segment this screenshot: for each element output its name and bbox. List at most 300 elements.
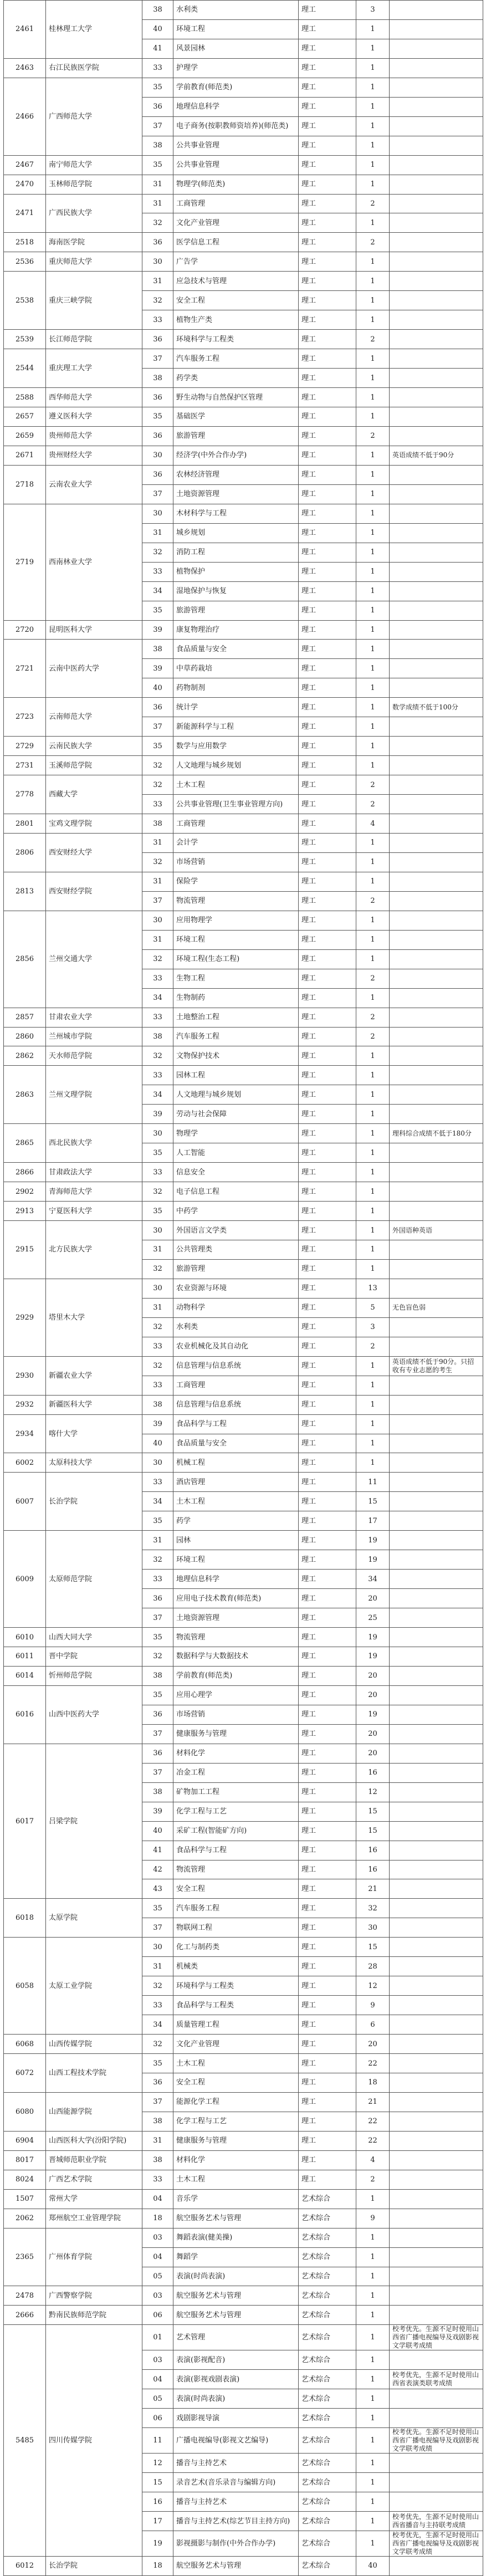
major-code-cell: 32 <box>142 756 173 775</box>
subject-category-cell: 理工 <box>299 1511 356 1531</box>
plan-count-cell: 2 <box>356 194 390 213</box>
plan-count-cell: 1 <box>356 446 390 465</box>
school-name-cell: 广州体育学院 <box>46 2228 142 2286</box>
major-code-cell: 37 <box>142 116 173 136</box>
subject-category-cell: 艺术综合 <box>299 2473 356 2492</box>
remarks-cell <box>390 1724 483 1744</box>
school-name-cell: 南宁师范大学 <box>46 155 142 175</box>
subject-category-cell: 理工 <box>299 1685 356 1705</box>
major-code-cell: 35 <box>142 1628 173 1647</box>
major-code-cell: 37 <box>142 1608 173 1628</box>
major-name-cell: 食品质量与安全 <box>173 640 299 659</box>
subject-category-cell: 艺术综合 <box>299 2189 356 2209</box>
plan-count-cell: 19 <box>356 1705 390 1724</box>
plan-count-cell: 1 <box>356 1356 390 1376</box>
school-code-cell: 2539 <box>4 330 46 349</box>
subject-category-cell: 理工 <box>299 1782 356 1802</box>
remarks-cell <box>390 1453 483 1473</box>
subject-category-cell: 理工 <box>299 1414 356 1434</box>
subject-category-cell: 艺术综合 <box>299 2557 356 2576</box>
school-name-cell: 太原学院 <box>46 1899 142 1938</box>
major-code-cell: 38 <box>142 1395 173 1414</box>
remarks-cell <box>390 1182 483 1202</box>
subject-category-cell: 艺术综合 <box>299 2454 356 2473</box>
major-code-cell: 31 <box>142 1298 173 1317</box>
subject-category-cell: 艺术综合 <box>299 2306 356 2325</box>
table-row <box>4 1046 483 1066</box>
subject-category-cell: 理工 <box>299 1066 356 1085</box>
subject-category-cell: 理工 <box>299 2150 356 2170</box>
school-name-cell: 云南师范大学 <box>46 698 142 737</box>
table-row <box>4 2209 483 2228</box>
school-code-cell: 2934 <box>4 1414 46 1453</box>
plan-count-cell: 1 <box>356 640 390 659</box>
remarks-cell <box>390 1860 483 1879</box>
major-name-cell: 市场营销 <box>173 852 299 872</box>
remarks-cell <box>390 2131 483 2150</box>
school-name-cell: 甘肃政法大学 <box>46 1163 142 1182</box>
subject-category-cell: 理工 <box>299 1918 356 1938</box>
school-name-cell: 云南农业大学 <box>46 465 142 504</box>
school-name-cell: 山西大同大学 <box>46 1628 142 1647</box>
plan-count-cell: 1 <box>356 737 390 756</box>
subject-category-cell: 理工 <box>299 1705 356 1724</box>
remarks-cell <box>390 1163 483 1182</box>
plan-count-cell: 1 <box>356 19 390 39</box>
major-name-cell: 土木工程 <box>173 2054 299 2073</box>
major-code-cell: 33 <box>142 1473 173 1492</box>
major-code-cell: 31 <box>142 1957 173 1976</box>
plan-count-cell: 1 <box>356 1414 390 1434</box>
subject-category-cell: 理工 <box>299 1008 356 1027</box>
remarks-cell <box>390 2247 483 2267</box>
major-code-cell: 37 <box>142 484 173 504</box>
subject-category-cell: 理工 <box>299 1957 356 1976</box>
table-row <box>4 2170 483 2189</box>
major-name-cell: 统计学 <box>173 698 299 717</box>
school-name-cell: 昆明医科大学 <box>46 620 142 640</box>
remarks-cell <box>390 872 483 891</box>
table-row <box>4 330 483 349</box>
major-code-cell: 43 <box>142 1879 173 1899</box>
major-name-cell: 外国语言文学类 <box>173 1221 299 1240</box>
school-code-cell: 2461 <box>4 1 46 59</box>
major-name-cell: 学前教育(师范类) <box>173 1666 299 1685</box>
subject-category-cell: 理工 <box>299 1182 356 1202</box>
remarks-cell <box>390 775 483 795</box>
subject-category-cell: 理工 <box>299 1 356 20</box>
major-name-cell: 植物生产类 <box>173 310 299 330</box>
school-code-cell: 2538 <box>4 272 46 330</box>
table-row <box>4 1182 483 1202</box>
major-code-cell: 33 <box>142 562 173 581</box>
major-name-cell: 土木工程 <box>173 775 299 795</box>
plan-count-cell: 25 <box>356 1608 390 1628</box>
plan-count-cell: 1 <box>356 930 390 949</box>
school-code-cell: 6068 <box>4 2035 46 2054</box>
school-name-cell: 广西警察学院 <box>46 2286 142 2306</box>
school-code-cell: 2929 <box>4 1279 46 1356</box>
subject-category-cell: 理工 <box>299 1821 356 1841</box>
remarks-cell <box>390 1376 483 1395</box>
major-name-cell: 土木工程 <box>173 2170 299 2189</box>
major-code-cell: 34 <box>142 2015 173 2035</box>
remarks-cell <box>390 1782 483 1802</box>
subject-category-cell: 理工 <box>299 2112 356 2131</box>
plan-count-cell: 1 <box>356 2389 390 2409</box>
remarks-cell <box>390 1105 483 1124</box>
school-name-cell: 广西艺术学院 <box>46 2170 142 2189</box>
school-code-cell: 2365 <box>4 2228 46 2286</box>
plan-count-cell: 20 <box>356 1744 390 1763</box>
major-code-cell: 35 <box>142 1143 173 1163</box>
school-name-cell: 山西医科大学(汾阳学院) <box>46 2131 142 2150</box>
school-code-cell: 2723 <box>4 698 46 737</box>
plan-count-cell: 1 <box>356 1143 390 1163</box>
major-code-cell: 39 <box>142 1105 173 1124</box>
remarks-cell <box>390 1317 483 1337</box>
major-code-cell: 40 <box>142 19 173 39</box>
subject-category-cell: 理工 <box>299 1724 356 1744</box>
subject-category-cell: 理工 <box>299 1027 356 1046</box>
school-code-cell: 8017 <box>4 2150 46 2170</box>
subject-category-cell: 理工 <box>299 969 356 988</box>
plan-count-cell: 1 <box>356 252 390 272</box>
remarks-cell: 英语成绩不低于90分 <box>390 446 483 465</box>
plan-count-cell: 15 <box>356 1821 390 1841</box>
table-row <box>4 1938 483 1957</box>
major-code-cell: 34 <box>142 1492 173 1511</box>
plan-count-cell: 1 <box>356 988 390 1008</box>
subject-category-cell: 理工 <box>299 891 356 911</box>
school-code-cell: 6058 <box>4 1938 46 2035</box>
subject-category-cell: 理工 <box>299 717 356 737</box>
major-code-cell: 33 <box>142 1996 173 2015</box>
school-code-cell: 2778 <box>4 775 46 814</box>
major-name-cell: 播音与主持艺术 <box>173 2454 299 2473</box>
school-name-cell: 新疆医科大学 <box>46 1395 142 1414</box>
major-name-cell: 基础医学 <box>173 407 299 427</box>
subject-category-cell: 理工 <box>299 465 356 484</box>
subject-category-cell: 理工 <box>299 1395 356 1414</box>
major-name-cell: 公共事业管理 <box>173 136 299 155</box>
major-name-cell: 公共管理类 <box>173 1240 299 1260</box>
major-code-cell: 18 <box>142 2209 173 2228</box>
plan-count-cell: 1 <box>356 949 390 969</box>
school-code-cell: 6017 <box>4 1744 46 1899</box>
subject-category-cell: 理工 <box>299 1550 356 1570</box>
school-code-cell: 6904 <box>4 2131 46 2150</box>
major-name-cell: 食品质量与安全 <box>173 1434 299 1453</box>
major-code-cell: 37 <box>142 1918 173 1938</box>
plan-count-cell: 1 <box>356 1240 390 1260</box>
major-name-cell: 航空服务艺术与管理 <box>173 2286 299 2306</box>
remarks-cell <box>390 2557 483 2576</box>
subject-category-cell: 理工 <box>299 1531 356 1550</box>
remarks-cell <box>390 2228 483 2247</box>
plan-count-cell: 1 <box>356 272 390 291</box>
subject-category-cell: 理工 <box>299 388 356 407</box>
school-code-cell: 1507 <box>4 2189 46 2209</box>
major-code-cell: 38 <box>142 1666 173 1685</box>
major-code-cell: 35 <box>142 1685 173 1705</box>
major-name-cell: 播音与主持艺术(综艺节目主持方向) <box>173 2512 299 2531</box>
remarks-cell: 校考优先，生源不足时使用山西省播音与主持联考成绩 <box>390 2512 483 2531</box>
remarks-cell <box>390 39 483 58</box>
remarks-cell <box>390 116 483 136</box>
table-row <box>4 446 483 465</box>
school-code-cell: 2659 <box>4 426 46 446</box>
major-code-cell: 30 <box>142 1938 173 1957</box>
major-code-cell: 15 <box>142 2473 173 2492</box>
major-name-cell: 数学与应用数学 <box>173 737 299 756</box>
school-code-cell: 6007 <box>4 1473 46 1531</box>
remarks-cell <box>390 233 483 252</box>
remarks-cell <box>390 1279 483 1298</box>
plan-count-cell: 2 <box>356 1027 390 1046</box>
subject-category-cell: 理工 <box>299 911 356 930</box>
plan-count-cell: 1 <box>356 369 390 388</box>
major-code-cell: 31 <box>142 833 173 852</box>
major-code-cell: 33 <box>142 1337 173 1356</box>
school-name-cell: 兰州交通大学 <box>46 911 142 1008</box>
plan-count-cell: 19 <box>356 1647 390 1667</box>
school-code-cell: 2902 <box>4 1182 46 1202</box>
major-name-cell: 汽车服务工程 <box>173 1899 299 1918</box>
plan-count-cell: 21 <box>356 1879 390 1899</box>
major-code-cell: 33 <box>142 1570 173 1589</box>
subject-category-cell: 理工 <box>299 2170 356 2189</box>
remarks-cell <box>390 1395 483 1414</box>
table-row <box>4 1473 483 1492</box>
school-name-cell: 吕梁学院 <box>46 1744 142 1899</box>
subject-category-cell: 理工 <box>299 2131 356 2150</box>
major-code-cell: 34 <box>142 581 173 601</box>
remarks-cell <box>390 1 483 20</box>
plan-count-cell: 34 <box>356 1570 390 1589</box>
major-code-cell: 38 <box>142 1027 173 1046</box>
table-row <box>4 872 483 891</box>
major-name-cell: 物流管理 <box>173 891 299 911</box>
major-name-cell: 人工智能 <box>173 1143 299 1163</box>
remarks-cell <box>390 2306 483 2325</box>
school-code-cell: 2731 <box>4 756 46 775</box>
remarks-cell <box>390 1608 483 1628</box>
subject-category-cell: 理工 <box>299 1337 356 1356</box>
major-name-cell: 戏剧影视导演 <box>173 2409 299 2428</box>
remarks-cell <box>390 19 483 39</box>
major-code-cell: 31 <box>142 523 173 543</box>
major-code-cell: 36 <box>142 426 173 446</box>
major-code-cell: 39 <box>142 1802 173 1821</box>
remarks-cell <box>390 252 483 272</box>
school-code-cell: 8024 <box>4 2170 46 2189</box>
major-name-cell: 农业机械化及其自动化 <box>173 1337 299 1356</box>
major-name-cell: 环境科学与工程类 <box>173 330 299 349</box>
plan-count-cell: 1 <box>356 1105 390 1124</box>
subject-category-cell: 理工 <box>299 484 356 504</box>
major-code-cell: 39 <box>142 620 173 640</box>
plan-count-cell: 2 <box>356 426 390 446</box>
table-row <box>4 775 483 795</box>
remarks-cell <box>390 1240 483 1260</box>
major-name-cell: 机械类 <box>173 1957 299 1976</box>
table-row <box>4 233 483 252</box>
remarks-cell <box>390 1918 483 1938</box>
school-name-cell: 黔南民族师范学院 <box>46 2306 142 2325</box>
major-code-cell: 30 <box>142 504 173 523</box>
plan-count-cell: 1 <box>356 620 390 640</box>
major-code-cell: 03 <box>142 2228 173 2247</box>
major-name-cell: 食品科学与工程 <box>173 1841 299 1860</box>
school-code-cell: 5485 <box>4 2325 46 2557</box>
table-row <box>4 1647 483 1667</box>
major-code-cell: 05 <box>142 2267 173 2286</box>
remarks-cell <box>390 911 483 930</box>
subject-category-cell: 理工 <box>299 407 356 427</box>
major-name-cell: 地理信息科学 <box>173 1570 299 1589</box>
remarks-cell <box>390 795 483 814</box>
major-name-cell: 风景园林 <box>173 39 299 58</box>
major-name-cell: 园林工程 <box>173 1066 299 1085</box>
subject-category-cell: 理工 <box>299 949 356 969</box>
remarks-cell <box>390 1763 483 1782</box>
major-code-cell: 38 <box>142 814 173 834</box>
major-name-cell: 舞蹈表演(健美操) <box>173 2228 299 2247</box>
major-name-cell: 环境工程 <box>173 930 299 949</box>
remarks-cell: 英语成绩不低于90分。只招收有专业志愿的考生 <box>390 1356 483 1376</box>
remarks-cell: 校考优先，生源不足时使用山西省表演类联考成绩 <box>390 2370 483 2389</box>
plan-count-cell: 20 <box>356 1724 390 1744</box>
subject-category-cell: 理工 <box>299 213 356 233</box>
remarks-cell <box>390 737 483 756</box>
major-code-cell: 35 <box>142 407 173 427</box>
subject-category-cell: 理工 <box>299 930 356 949</box>
major-name-cell: 应用心理学 <box>173 1685 299 1705</box>
remarks-cell <box>390 523 483 543</box>
plan-count-cell: 22 <box>356 2131 390 2150</box>
major-name-cell: 环境工程 <box>173 1550 299 1570</box>
table-row <box>4 504 483 523</box>
plan-count-cell: 1 <box>356 756 390 775</box>
major-code-cell: 33 <box>142 795 173 814</box>
table-row <box>4 155 483 175</box>
major-name-cell: 能源化学工程 <box>173 2092 299 2112</box>
table-row <box>4 1279 483 1298</box>
major-name-cell: 劳动与社会保障 <box>173 1105 299 1124</box>
subject-category-cell: 艺术综合 <box>299 2350 356 2370</box>
plan-count-cell: 22 <box>356 2112 390 2131</box>
major-name-cell: 工商管理 <box>173 814 299 834</box>
major-name-cell: 旅游管理 <box>173 601 299 620</box>
major-code-cell: 38 <box>142 1 173 20</box>
subject-category-cell: 艺术综合 <box>299 2325 356 2350</box>
table-row <box>4 388 483 407</box>
major-name-cell: 电子商务(按职教师资培养)(师范类) <box>173 116 299 136</box>
subject-category-cell: 理工 <box>299 1298 356 1317</box>
plan-count-cell: 1 <box>356 2228 390 2247</box>
remarks-cell <box>390 2170 483 2189</box>
remarks-cell: 无色盲色弱 <box>390 1298 483 1317</box>
subject-category-cell: 理工 <box>299 1356 356 1376</box>
plan-count-cell: 16 <box>356 1841 390 1860</box>
major-code-cell: 37 <box>142 717 173 737</box>
major-code-cell: 38 <box>142 369 173 388</box>
table-row <box>4 1008 483 1027</box>
major-code-cell: 30 <box>142 1453 173 1473</box>
school-code-cell: 2813 <box>4 872 46 911</box>
subject-category-cell: 艺术综合 <box>299 2492 356 2512</box>
major-code-cell: 31 <box>142 175 173 194</box>
school-name-cell: 山西能源学院 <box>46 2092 142 2131</box>
table-row <box>4 1027 483 1046</box>
major-code-cell: 37 <box>142 349 173 369</box>
plan-count-cell: 1 <box>356 349 390 369</box>
school-name-cell: 四川传媒学院 <box>46 2325 142 2557</box>
school-name-cell: 桂林理工大学 <box>46 1 142 59</box>
school-code-cell: 2863 <box>4 1066 46 1124</box>
remarks-cell <box>390 2035 483 2054</box>
table-row <box>4 407 483 427</box>
major-code-cell: 33 <box>142 1376 173 1395</box>
table-row <box>4 1066 483 1085</box>
table-row <box>4 252 483 272</box>
subject-category-cell: 理工 <box>299 136 356 155</box>
major-code-cell: 32 <box>142 213 173 233</box>
school-name-cell: 重庆三峡学院 <box>46 272 142 330</box>
remarks-cell <box>390 2267 483 2286</box>
major-name-cell: 健康服务与管理 <box>173 1724 299 1744</box>
plan-count-cell: 1 <box>356 2286 390 2306</box>
subject-category-cell: 理工 <box>299 1802 356 1821</box>
major-name-cell: 公共事业管理 <box>173 155 299 175</box>
remarks-cell <box>390 2209 483 2228</box>
remarks-cell <box>390 213 483 233</box>
remarks-cell <box>390 310 483 330</box>
major-name-cell: 物流管理 <box>173 1628 299 1647</box>
major-code-cell: 32 <box>142 1356 173 1376</box>
remarks-cell <box>390 1666 483 1685</box>
subject-category-cell: 理工 <box>299 1996 356 2015</box>
subject-category-cell: 艺术综合 <box>299 2389 356 2409</box>
major-name-cell: 会计学 <box>173 833 299 852</box>
school-name-cell: 天水师范学院 <box>46 1046 142 1066</box>
plan-count-cell: 1 <box>356 833 390 852</box>
remarks-cell <box>390 756 483 775</box>
school-code-cell: 2806 <box>4 833 46 872</box>
plan-count-cell: 19 <box>356 1628 390 1647</box>
subject-category-cell: 理工 <box>299 2054 356 2073</box>
remarks-cell <box>390 1570 483 1589</box>
subject-category-cell: 理工 <box>299 155 356 175</box>
remarks-cell <box>390 2092 483 2112</box>
major-name-cell: 新能源科学与工程 <box>173 717 299 737</box>
plan-count-cell: 6 <box>356 2015 390 2035</box>
plan-count-cell: 19 <box>356 1550 390 1570</box>
major-name-cell: 冶金工程 <box>173 1763 299 1782</box>
table-row <box>4 1202 483 1221</box>
subject-category-cell: 理工 <box>299 543 356 562</box>
table-row <box>4 620 483 640</box>
major-name-cell: 表演(时尚表演) <box>173 2267 299 2286</box>
major-name-cell: 应用电子技术教育(师范类) <box>173 1589 299 1608</box>
major-name-cell: 应用物理学 <box>173 911 299 930</box>
remarks-cell <box>390 1938 483 1957</box>
table-row <box>4 1744 483 1763</box>
major-name-cell: 文化产业管理 <box>173 213 299 233</box>
table-row <box>4 78 483 97</box>
major-code-cell: 32 <box>142 1550 173 1570</box>
